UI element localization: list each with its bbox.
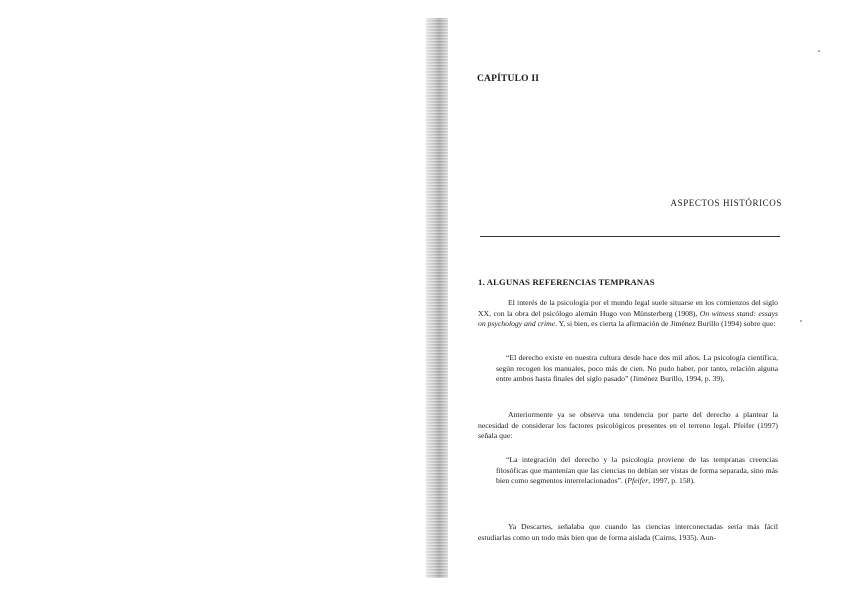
chapter-label: CAPÍTULO II (477, 74, 540, 84)
title-rule (480, 236, 780, 237)
quote-2-text-a: “La integración del derecho y la psicología proviene de las tempranas creencias filosóficas que mantenían que las ciencias no debían ser vistas de forma separada, sino más bien como segmentos interrelacionados”. ( (496, 455, 778, 486)
paragraph-2: Anteriormente ya se observa una tendencia por parte del derecho a plantear la necesidad de considerar los factores psicológicos presentes en el terreno legal. Pfeifer (1997) señala que: (478, 410, 778, 441)
scan-speck (800, 320, 802, 322)
paragraph-1-text-b: . Y, si bien, es cierta la afirmación de Jiménez Burillo (1994) sobre que: (555, 319, 776, 329)
quote-2-author: Pfeifer (627, 476, 649, 486)
scan-speck (818, 50, 820, 52)
paragraph-1-text-a: El interés de la psicología por el mundo legal suele situarse en los comienzos del siglo XX, con la obra del psicólogo alemán Hugo von Münsterberg (1908), (478, 298, 778, 318)
section-heading: 1. ALGUNAS REFERENCIAS TEMPRANAS (478, 277, 655, 287)
gutter-scan-noise (426, 18, 448, 578)
paragraph-1-book-title: On witness stand: essays on psychology and crime (478, 308, 778, 329)
quote-2-text-b: , 1997, p. 158). (648, 476, 695, 486)
quote-2 (496, 455, 778, 487)
section-title: ASPECTOS HISTÓRICOS (670, 198, 782, 208)
quote-1: “El derecho existe en nuestra cultura desde hace dos mil años. La psicología científica, según recogen los manuales, poco más de cien. No pudo haber, por tanto, relación alguna entre ambos hasta finales del siglo pasado” (Jiménez Burillo, 1994, p. 39). (496, 353, 778, 384)
paragraph-1 (478, 298, 778, 330)
paragraph-3: Ya Descartes, señalaba que cuando las ciencias interconectadas sería más fácil estudiarlas como un todo más bien que de forma aislada (Cairns, 1935). Aun- (478, 522, 778, 542)
